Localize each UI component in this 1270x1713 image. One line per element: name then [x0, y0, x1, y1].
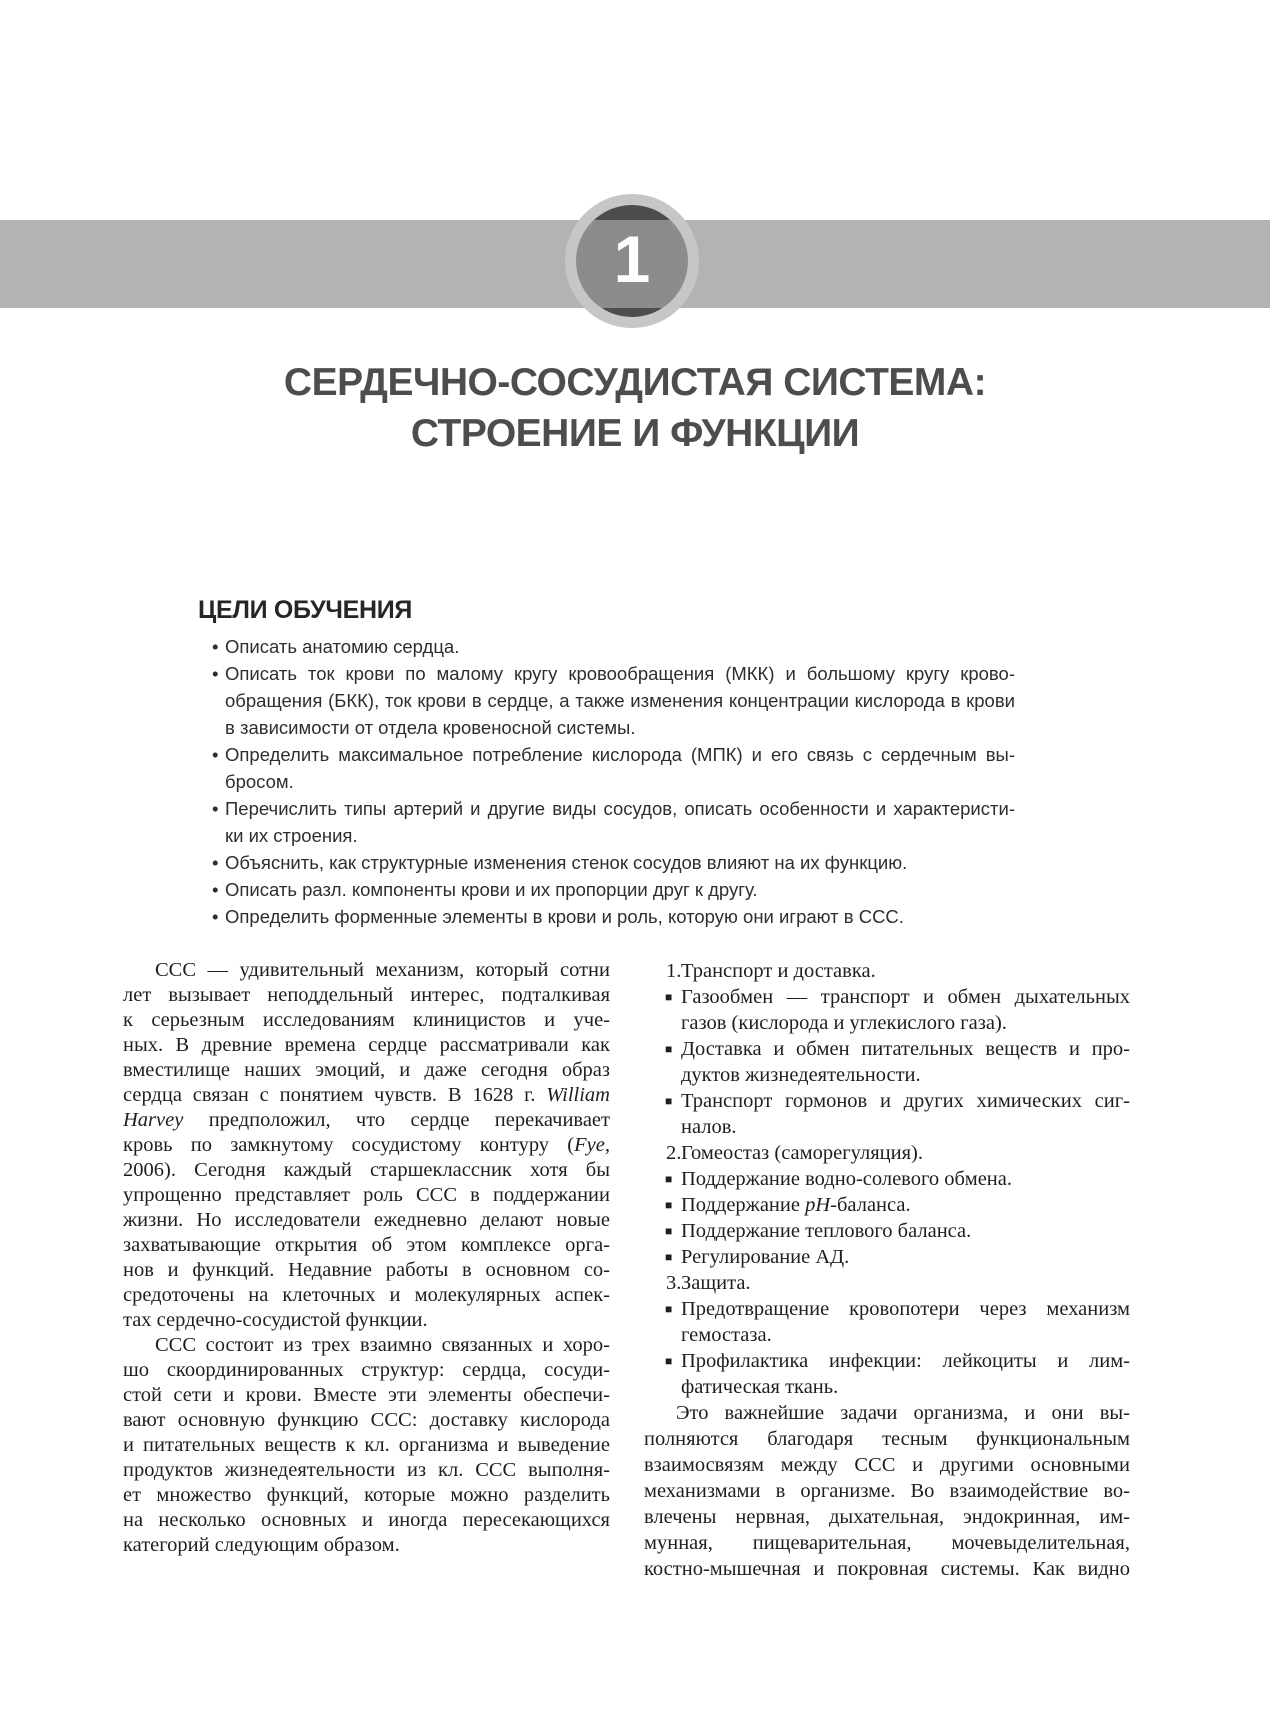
text-line: 1. Транспорт и доставка.: [666, 960, 876, 982]
chapter-number: 1: [613, 222, 651, 296]
square-list-item: [644, 1296, 1130, 1348]
square-bullet-icon: ■: [665, 1042, 673, 1056]
body-right-column: [644, 958, 1130, 1582]
objective-item: [198, 660, 1015, 741]
text-line: сердца связан с понятием чувств. В 1628 г. William: [123, 1084, 610, 1106]
text-line: продуктов жизнедеятельности из кл. ССС выполня-: [123, 1459, 610, 1481]
right-column-paragraphs: [644, 1400, 1130, 1582]
text-line: средоточены на клеточных и молекулярных аспек-: [123, 1284, 610, 1306]
objective-item: [198, 741, 1015, 795]
text-line: жизни. Но исследователи ежедневно делают новые: [123, 1209, 610, 1231]
objective-item: [198, 876, 1015, 903]
square-list-item: [644, 1348, 1130, 1400]
text-line: • Определить форменные элементы в крови и роль, которую они играют в ССС.: [198, 903, 1015, 930]
text-line: на несколько основных и иногда пересекающихся: [123, 1509, 610, 1531]
text-line: бросом.: [225, 771, 294, 792]
text-line: влечены нервная, дыхательная, эндокринная, им-: [644, 1506, 1130, 1528]
text-line: ■ Транспорт гормонов и других химических сиг-: [665, 1090, 1130, 1112]
text-line: газов (кислорода и углекислого газа).: [681, 1012, 1007, 1034]
text-line: нов и функций. Недавние работы в основном со-: [123, 1259, 610, 1281]
chapter-badge-disc: [576, 205, 688, 317]
square-list-item: [644, 1192, 1130, 1218]
text-line: упрощенно представляет роль ССС в поддержании: [123, 1184, 610, 1206]
text-line: налов.: [681, 1116, 737, 1138]
text-line: вместилище наших эмоций, и даже сегодня образ: [123, 1059, 610, 1081]
square-list-item: [644, 1088, 1130, 1140]
text-line: вают основную функцию ССС: доставку кислорода: [123, 1409, 610, 1431]
text-line: 2. Гомеостаз (саморегуляция).: [666, 1142, 923, 1164]
objective-item: [198, 849, 1015, 876]
text-line: ных. В древние времена сердце рассматривали как: [123, 1034, 610, 1056]
text-line: ет множество функций, которые можно разделить: [123, 1484, 610, 1506]
text-line: кровь по замкнутому сосудистому контуру (Fye,: [123, 1134, 610, 1156]
text-line: • Перечислить типы артерий и другие виды сосудов, описать особенности и характеристи-: [198, 795, 1015, 822]
chapter-badge: [565, 194, 699, 328]
text-line: • Определить максимальное потребление кислорода (МПК) и его связь с сердечным вы-: [198, 741, 1015, 768]
bullet-icon: •: [212, 663, 219, 684]
functions-list: [644, 958, 1130, 1400]
objective-item: [198, 633, 1015, 660]
text-line: 2006). Сегодня каждый старшеклассник хотя бы: [123, 1159, 610, 1181]
text-line: к серьезным исследованиям клиницистов и уче-: [123, 1009, 610, 1031]
text-line: механизмами в организме. Во взаимодействие во-: [644, 1480, 1130, 1502]
text-line: ССС состоит из трех взаимно связанных и хоро-: [155, 1334, 610, 1356]
chapter-title-line2: СТРОЕНИЕ И ФУНКЦИИ: [410, 412, 860, 456]
square-bullet-icon: ■: [665, 1302, 673, 1316]
text-line: полняются благодаря тесным функциональным: [644, 1428, 1130, 1450]
objectives-heading: ЦЕЛИ ОБУЧЕНИЯ: [198, 596, 413, 624]
text-line: дуктов жизнедеятельности.: [681, 1064, 921, 1086]
square-list-item: [644, 1244, 1130, 1270]
square-list-item: [644, 1036, 1130, 1088]
square-list-item: [644, 984, 1130, 1036]
text-line: ■ Предотвращение кровопотери через механизм: [665, 1298, 1130, 1320]
square-bullet-icon: ■: [665, 1094, 673, 1108]
bullet-icon: •: [212, 906, 219, 927]
bullet-icon: •: [212, 744, 219, 765]
square-list-item: [644, 1166, 1130, 1192]
square-bullet-icon: ■: [665, 990, 673, 1004]
text-line: Harvey предположил, что сердце перекачивает: [123, 1109, 610, 1131]
text-line: ■ Газообмен — транспорт и обмен дыхательных: [665, 986, 1130, 1008]
objectives-section: [198, 596, 1015, 930]
body-left-column: [123, 958, 610, 1558]
text-line: ■ Поддержание pH-баланса.: [665, 1194, 911, 1216]
text-line: ■ Профилактика инфекции: лейкоциты и лим-: [665, 1350, 1130, 1372]
text-line: категорий следующим образом.: [123, 1534, 400, 1556]
item-number: 1.: [666, 960, 682, 982]
text-line: тах сердечно-сосудистой функции.: [123, 1309, 428, 1331]
numbered-list-item: [644, 958, 1130, 984]
text-line: гемостаза.: [681, 1324, 772, 1346]
bullet-icon: •: [212, 852, 219, 873]
text-line: фатическая ткань.: [681, 1376, 839, 1398]
text-line: ■ Поддержание теплового баланса.: [665, 1220, 972, 1242]
bullet-icon: •: [212, 879, 219, 900]
text-line: ССС — удивительный механизм, который сотни: [155, 959, 610, 981]
chapter-title: [0, 357, 1270, 459]
text-line: в зависимости от отдела кровеносной системы.: [225, 717, 636, 738]
chapter-title-line1: СЕРДЕЧНО-СОСУДИСТАЯ СИСТЕМА:: [283, 361, 987, 405]
text-line: 3. Защита.: [666, 1272, 751, 1294]
objective-item: [198, 795, 1015, 849]
item-number: 3.: [666, 1272, 682, 1294]
text-line: костно-мышечная и покровная системы. Как видно: [644, 1558, 1130, 1580]
text-line: • Объяснить, как структурные изменения стенок сосудов влияют на их функцию.: [198, 849, 1015, 876]
text-line: захватывающие открытия об этом комплексе орга-: [123, 1234, 610, 1256]
text-line: ■ Поддержание водно-солевого обмена.: [665, 1168, 1012, 1190]
text-line: и питательных веществ к кл. организма и выведение: [123, 1434, 610, 1456]
square-list-item: [644, 1218, 1130, 1244]
bullet-icon: •: [212, 798, 219, 819]
text-line: ■ Доставка и обмен питательных веществ и про-: [665, 1038, 1130, 1060]
text-line: шо скоординированных структур: сердца, сосуди-: [123, 1359, 610, 1381]
numbered-list-item: [644, 1140, 1130, 1166]
text-line: стой сети и крови. Вместе эти элементы обеспечи-: [123, 1384, 610, 1406]
text-line: ки их строения.: [225, 825, 358, 846]
text-line: обращения (БКК), ток крови в сердце, а также изменения концентрации кислорода в крови: [225, 690, 1015, 711]
square-bullet-icon: ■: [665, 1224, 673, 1238]
text-line: • Описать разл. компоненты крови и их пропорции друг к другу.: [198, 876, 1015, 903]
text-line: Это важнейшие задачи организма, и они вы-: [676, 1402, 1130, 1424]
text-line: • Описать анатомию сердца.: [198, 633, 1015, 660]
item-number: 2.: [666, 1142, 682, 1164]
text-line: мунная, пищеварительная, мочевыделительная,: [644, 1532, 1130, 1554]
text-line: взаимосвязям между ССС и другими основными: [644, 1454, 1130, 1476]
text-line: • Описать ток крови по малому кругу кровообращения (МКК) и большому кругу крово-: [198, 660, 1015, 687]
text-line: ■ Регулирование АД.: [665, 1246, 850, 1268]
numbered-list-item: [644, 1270, 1130, 1296]
objectives-list: [198, 633, 1015, 930]
objective-item: [198, 903, 1015, 930]
square-bullet-icon: ■: [665, 1354, 673, 1368]
square-bullet-icon: ■: [665, 1198, 673, 1212]
bullet-icon: •: [212, 636, 219, 657]
square-bullet-icon: ■: [665, 1172, 673, 1186]
text-line: лет вызывает неподдельный интерес, подталкивая: [123, 984, 610, 1006]
square-bullet-icon: ■: [665, 1250, 673, 1264]
